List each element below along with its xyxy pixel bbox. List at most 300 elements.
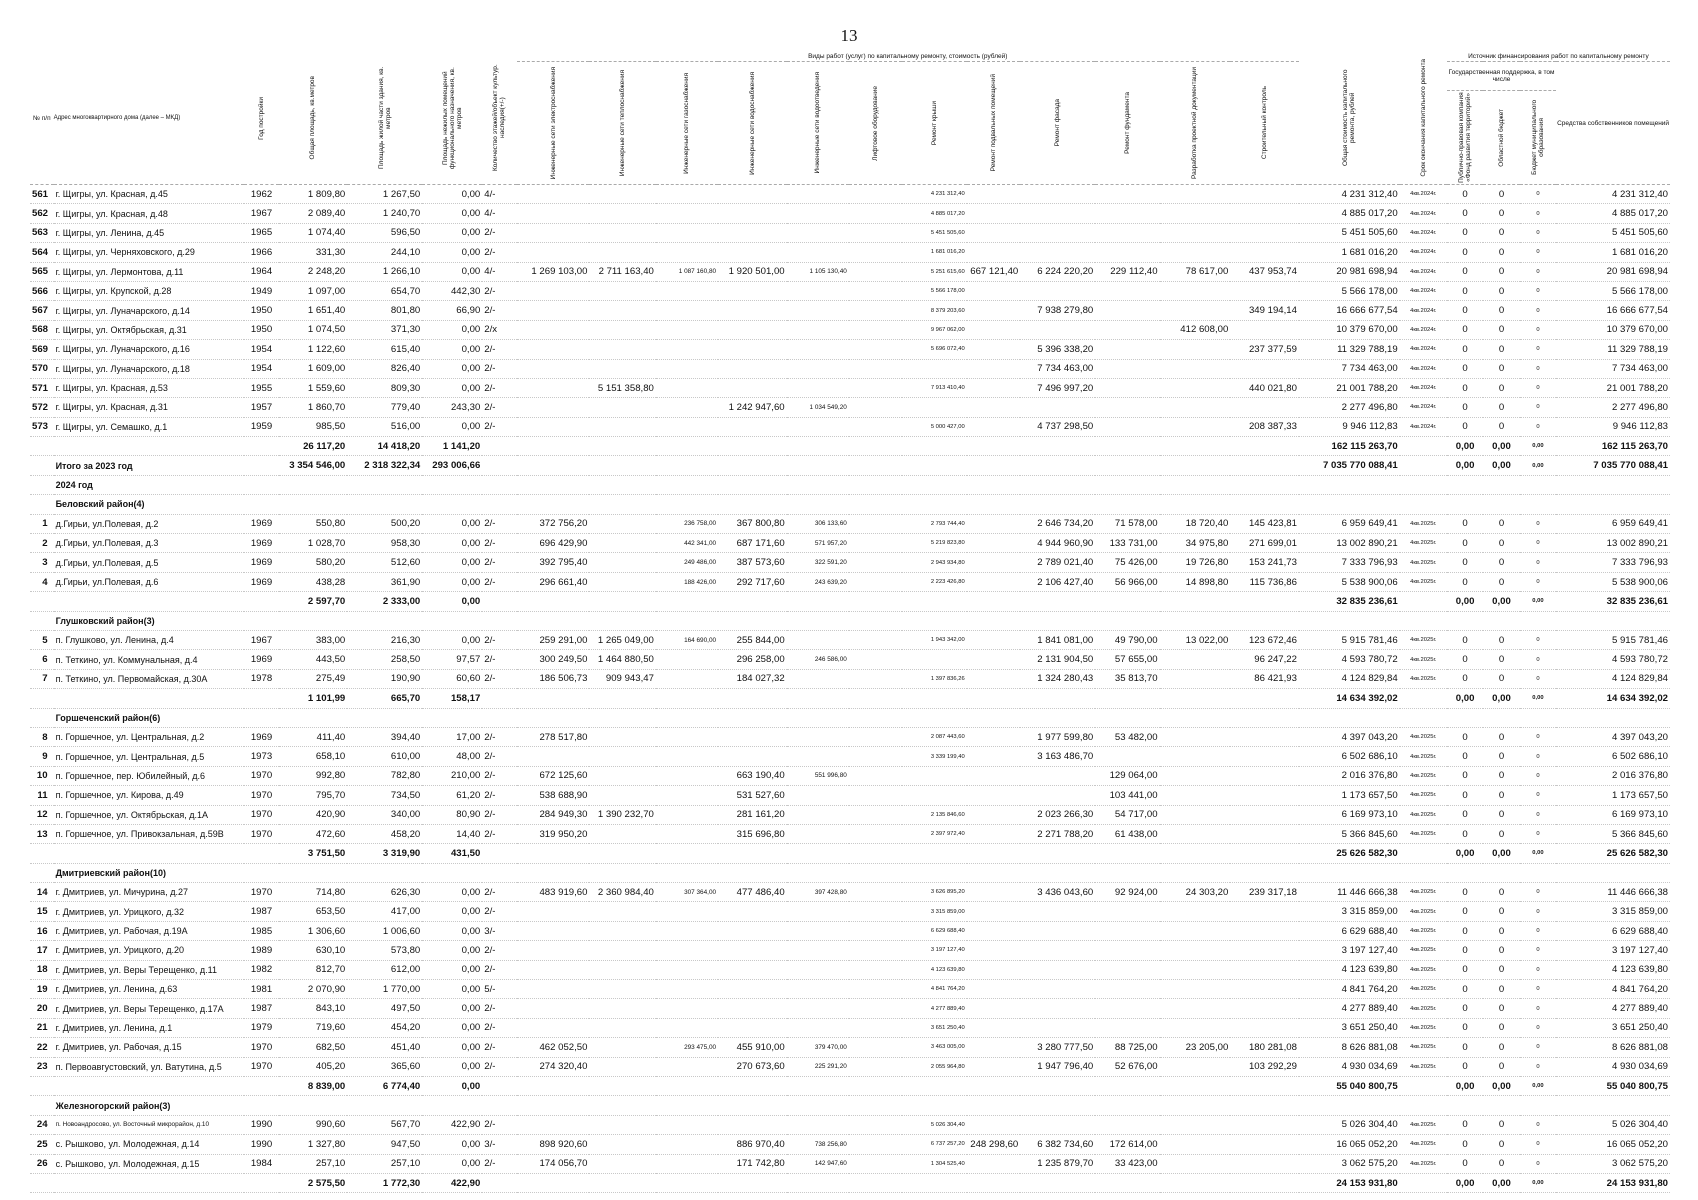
foundation-cost-cell [1095, 747, 1159, 766]
foundation-cost-cell [1095, 340, 1159, 359]
heating-cost-cell [589, 475, 655, 494]
foundation-cost-cell [1095, 1115, 1159, 1134]
total-cost-cell [1299, 475, 1400, 494]
design-cost-cell [1160, 980, 1231, 999]
fund-cell [1447, 611, 1483, 630]
section-row [30, 475, 1670, 494]
year-cell: 1949 [244, 281, 278, 300]
sewer-cost-cell [787, 243, 849, 262]
roof-cost-cell: 1 943 342,00 [902, 630, 966, 649]
region-budget-cell: 0 [1483, 417, 1519, 436]
total-area-cell: 630,10 [279, 941, 348, 960]
fund-cell: 0 [1447, 766, 1483, 785]
owners-funds-cell: 4 841 764,20 [1556, 980, 1670, 999]
section-row [30, 495, 1670, 514]
gas-cost-cell [656, 301, 718, 320]
year-cell: 1982 [244, 960, 278, 979]
total-cost-cell: 9 946 112,83 [1299, 417, 1400, 436]
lift-cost-cell [849, 883, 903, 902]
region-budget-cell: 0 [1483, 999, 1519, 1018]
foundation-cost-cell [1095, 1173, 1159, 1192]
design-cost-cell [1160, 243, 1231, 262]
floors-cell: 2/- [482, 727, 516, 746]
foundation-cost-cell [1095, 185, 1159, 204]
region-budget-cell: 0 [1483, 534, 1519, 553]
control-cost-cell [1230, 1115, 1299, 1134]
foundation-cost-cell: 71 578,00 [1095, 514, 1159, 533]
total-area-cell: 383,00 [279, 630, 348, 649]
gas-cost-cell [656, 495, 718, 514]
heating-cost-cell: 5 151 358,80 [589, 378, 655, 397]
design-cost-cell [1160, 902, 1231, 921]
deadline-cell: 4кв.2024г. [1400, 185, 1447, 204]
living-area-cell: 958,30 [347, 534, 422, 553]
year-cell: 1970 [244, 1038, 278, 1057]
control-cost-cell [1230, 1018, 1299, 1037]
gas-cost-cell [656, 1018, 718, 1037]
foundation-cost-cell: 75 426,00 [1095, 553, 1159, 572]
heating-cost-cell [589, 999, 655, 1018]
fund-cell: 0 [1447, 727, 1483, 746]
living-area-cell: 365,60 [347, 1057, 422, 1076]
total-area-cell: 658,10 [279, 747, 348, 766]
fund-cell: 0,00 [1447, 689, 1483, 708]
living-area-cell [347, 611, 422, 630]
control-cost-cell [1230, 359, 1299, 378]
design-cost-cell [1160, 844, 1231, 863]
year-cell [244, 863, 278, 882]
sewer-cost-cell [787, 863, 849, 882]
muni-budget-cell: 0 [1520, 650, 1556, 669]
nonliving-area-cell: 1 141,20 [422, 437, 482, 456]
heating-cost-cell [589, 204, 655, 223]
muni-budget-cell: 0 [1520, 1115, 1556, 1134]
owners-funds-cell: 4 397 043,20 [1556, 727, 1670, 746]
row-number [30, 708, 54, 727]
basement-cost-cell [967, 204, 1021, 223]
sewer-cost-cell [787, 960, 849, 979]
table-row [30, 534, 1670, 553]
heating-cost-cell [589, 1096, 655, 1115]
living-area-cell: 1 770,00 [347, 980, 422, 999]
electric-cost-cell [517, 1115, 590, 1134]
foundation-cost-cell [1095, 689, 1159, 708]
address-cell: Дмитриевский район(10) [54, 863, 245, 882]
total-area-cell: 1 559,60 [279, 378, 348, 397]
facade-cost-cell [1020, 863, 1095, 882]
design-cost-cell [1160, 727, 1231, 746]
header-foundation: Ремонт фундамента [1095, 62, 1159, 185]
year-cell: 1970 [244, 766, 278, 785]
fund-cell: 0 [1447, 378, 1483, 397]
row-number: 565 [30, 262, 54, 281]
nonliving-area-cell: 48,00 [422, 747, 482, 766]
fund-cell: 0,00 [1447, 456, 1483, 475]
year-cell: 1962 [244, 185, 278, 204]
sewer-cost-cell [787, 417, 849, 436]
total-area-cell: 2 070,90 [279, 980, 348, 999]
fund-cell [1447, 1096, 1483, 1115]
lift-cost-cell [849, 960, 903, 979]
fund-cell: 0 [1447, 223, 1483, 242]
basement-cost-cell [967, 417, 1021, 436]
control-cost-cell: 96 247,22 [1230, 650, 1299, 669]
owners-funds-cell: 4 885 017,20 [1556, 204, 1670, 223]
foundation-cost-cell: 33 423,00 [1095, 1154, 1159, 1173]
table-row [30, 1154, 1670, 1173]
nonliving-area-cell: 0,00 [422, 320, 482, 339]
design-cost-cell [1160, 708, 1231, 727]
fund-cell: 0 [1447, 301, 1483, 320]
owners-funds-cell: 3 651 250,40 [1556, 1018, 1670, 1037]
facade-cost-cell: 2 023 266,30 [1020, 805, 1095, 824]
living-area-cell [347, 863, 422, 882]
table-row [30, 572, 1670, 591]
heating-cost-cell [589, 320, 655, 339]
gas-cost-cell [656, 204, 718, 223]
lift-cost-cell [849, 204, 903, 223]
deadline-cell: 4кв.2024г. [1400, 281, 1447, 300]
control-cost-cell [1230, 805, 1299, 824]
lift-cost-cell [849, 281, 903, 300]
sewer-cost-cell: 738 256,80 [787, 1135, 849, 1154]
fund-cell: 0 [1447, 883, 1483, 902]
facade-cost-cell [1020, 495, 1095, 514]
total-cost-cell [1299, 611, 1400, 630]
control-cost-cell: 180 281,08 [1230, 1038, 1299, 1057]
table-row [30, 786, 1670, 805]
owners-funds-cell: 5 566 178,00 [1556, 281, 1670, 300]
fund-cell: 0 [1447, 534, 1483, 553]
heating-cost-cell [589, 301, 655, 320]
water-cost-cell [718, 727, 787, 746]
living-area-cell: 244,10 [347, 243, 422, 262]
year-cell [244, 1076, 278, 1095]
address-cell: п. Теткино, ул. Коммунальная, д.4 [54, 650, 245, 669]
basement-cost-cell [967, 378, 1021, 397]
water-cost-cell [718, 475, 787, 494]
muni-budget-cell: 0 [1520, 824, 1556, 843]
floors-cell: 4/- [482, 262, 516, 281]
nonliving-area-cell: 210,00 [422, 766, 482, 785]
deadline-cell: 4кв.2025г. [1400, 786, 1447, 805]
gas-cost-cell [656, 1057, 718, 1076]
control-cost-cell [1230, 398, 1299, 417]
facade-cost-cell [1020, 592, 1095, 611]
living-area-cell: 257,10 [347, 1154, 422, 1173]
heating-cost-cell [589, 1135, 655, 1154]
total-cost-cell: 21 001 788,20 [1299, 378, 1400, 397]
total-cost-cell: 6 629 688,40 [1299, 921, 1400, 940]
address-cell: Горшеченский район(6) [54, 708, 245, 727]
lift-cost-cell [849, 1076, 903, 1095]
water-cost-cell: 531 527,60 [718, 786, 787, 805]
roof-cost-cell: 4 123 639,80 [902, 960, 966, 979]
lift-cost-cell [849, 708, 903, 727]
water-cost-cell [718, 281, 787, 300]
nonliving-area-cell: 0,00 [422, 592, 482, 611]
water-cost-cell [718, 185, 787, 204]
table-body [30, 185, 1670, 1193]
roof-cost-cell [902, 495, 966, 514]
living-area-cell: 340,00 [347, 805, 422, 824]
living-area-cell: 809,30 [347, 378, 422, 397]
roof-cost-cell: 4 231 312,40 [902, 185, 966, 204]
living-area-cell: 454,20 [347, 1018, 422, 1037]
roof-cost-cell [902, 650, 966, 669]
deadline-cell: 4кв.2025г. [1400, 824, 1447, 843]
region-budget-cell: 0 [1483, 1154, 1519, 1173]
muni-budget-cell: 0 [1520, 669, 1556, 688]
control-cost-cell [1230, 204, 1299, 223]
electric-cost-cell: 898 920,60 [517, 1135, 590, 1154]
water-cost-cell: 171 742,80 [718, 1154, 787, 1173]
gas-cost-cell [656, 1154, 718, 1173]
nonliving-area-cell: 243,30 [422, 398, 482, 417]
gas-cost-cell [656, 456, 718, 475]
gas-cost-cell [656, 378, 718, 397]
total-area-cell: 1 101,99 [279, 689, 348, 708]
control-cost-cell: 349 194,14 [1230, 301, 1299, 320]
roof-cost-cell: 5 026 304,40 [902, 1115, 966, 1134]
design-cost-cell [1160, 185, 1231, 204]
foundation-cost-cell [1095, 921, 1159, 940]
deadline-cell: 4кв.2025г. [1400, 727, 1447, 746]
fund-cell: 0 [1447, 805, 1483, 824]
deadline-cell: 4кв.2024г. [1400, 223, 1447, 242]
electric-cost-cell: 483 919,60 [517, 883, 590, 902]
year-cell: 1966 [244, 243, 278, 262]
region-budget-cell: 0,00 [1483, 689, 1519, 708]
nonliving-area-cell: 0,00 [422, 980, 482, 999]
roof-cost-cell: 5 696 072,40 [902, 340, 966, 359]
roof-cost-cell [902, 398, 966, 417]
owners-funds-cell: 6 169 973,10 [1556, 805, 1670, 824]
deadline-cell [1400, 437, 1447, 456]
roof-cost-cell: 2 223 426,80 [902, 572, 966, 591]
electric-cost-cell: 696 429,90 [517, 534, 590, 553]
header-nonliving-area: Площадь нежилых помещений функционального назначения, кв. метров [422, 52, 482, 185]
deadline-cell: 4кв.2024г. [1400, 301, 1447, 320]
address-cell: г. Щигры, ул. Луначарского, д.14 [54, 301, 245, 320]
total-cost-cell: 3 062 575,20 [1299, 1154, 1400, 1173]
floors-cell: 2/- [482, 243, 516, 262]
table-row [30, 883, 1670, 902]
row-number [30, 475, 54, 494]
total-area-cell: 2 248,20 [279, 262, 348, 281]
total-area-cell: 1 651,40 [279, 301, 348, 320]
control-cost-cell: 239 317,18 [1230, 883, 1299, 902]
total-area-cell: 1 074,40 [279, 223, 348, 242]
floors-cell: 2/- [482, 1018, 516, 1037]
floors-cell [482, 456, 516, 475]
nonliving-area-cell [422, 863, 482, 882]
year-cell: 1950 [244, 320, 278, 339]
row-number: 2 [30, 534, 54, 553]
row-number: 21 [30, 1018, 54, 1037]
owners-funds-cell: 5 451 505,60 [1556, 223, 1670, 242]
design-cost-cell [1160, 592, 1231, 611]
muni-budget-cell: 0 [1520, 1038, 1556, 1057]
electric-cost-cell: 186 506,73 [517, 669, 590, 688]
owners-funds-cell: 5 026 304,40 [1556, 1115, 1670, 1134]
deadline-cell: 4кв.2025г. [1400, 553, 1447, 572]
table-row [30, 669, 1670, 688]
address-cell: г. Щигры, ул. Луначарского, д.18 [54, 359, 245, 378]
fund-cell: 0 [1447, 980, 1483, 999]
water-cost-cell [718, 960, 787, 979]
total-area-cell: 3 751,50 [279, 844, 348, 863]
row-number: 24 [30, 1115, 54, 1134]
total-area-cell [279, 1096, 348, 1115]
year-cell: 1970 [244, 1057, 278, 1076]
design-cost-cell: 412 608,00 [1160, 320, 1231, 339]
roof-cost-cell [902, 359, 966, 378]
row-number: 12 [30, 805, 54, 824]
sewer-cost-cell [787, 340, 849, 359]
lift-cost-cell [849, 747, 903, 766]
year-cell: 1985 [244, 921, 278, 940]
owners-funds-cell [1556, 475, 1670, 494]
table-row [30, 650, 1670, 669]
roof-cost-cell [902, 766, 966, 785]
address-cell: д.Гирьи, ул.Полевая, д.5 [54, 553, 245, 572]
owners-funds-cell: 21 001 788,20 [1556, 378, 1670, 397]
living-area-cell: 371,30 [347, 320, 422, 339]
muni-budget-cell: 0 [1520, 727, 1556, 746]
muni-budget-cell: 0 [1520, 999, 1556, 1018]
water-cost-cell [718, 223, 787, 242]
heating-cost-cell [589, 863, 655, 882]
row-number: 11 [30, 786, 54, 805]
facade-cost-cell [1020, 766, 1095, 785]
roof-cost-cell [902, 689, 966, 708]
basement-cost-cell [967, 941, 1021, 960]
gas-cost-cell: 249 486,00 [656, 553, 718, 572]
row-number: 26 [30, 1154, 54, 1173]
control-cost-cell: 208 387,33 [1230, 417, 1299, 436]
sewer-cost-cell [787, 708, 849, 727]
water-cost-cell [718, 378, 787, 397]
fund-cell: 0 [1447, 1154, 1483, 1173]
facade-cost-cell: 7 734 463,00 [1020, 359, 1095, 378]
lift-cost-cell [849, 766, 903, 785]
design-cost-cell: 23 205,00 [1160, 1038, 1231, 1057]
total-cost-cell: 1 173 657,50 [1299, 786, 1400, 805]
heating-cost-cell [589, 766, 655, 785]
foundation-cost-cell: 172 614,00 [1095, 1135, 1159, 1154]
gas-cost-cell [656, 1135, 718, 1154]
facade-cost-cell [1020, 320, 1095, 339]
table-row [30, 1057, 1670, 1076]
sewer-cost-cell [787, 1096, 849, 1115]
lift-cost-cell [849, 805, 903, 824]
total-cost-cell: 2 277 496,80 [1299, 398, 1400, 417]
table-row [30, 727, 1670, 746]
total-cost-cell: 5 538 900,06 [1299, 572, 1400, 591]
address-cell: д.Гирьи, ул.Полевая, д.6 [54, 572, 245, 591]
gas-cost-cell [656, 320, 718, 339]
year-cell: 1970 [244, 805, 278, 824]
roof-cost-cell: 5 219 823,80 [902, 534, 966, 553]
year-cell: 1969 [244, 727, 278, 746]
region-budget-cell: 0 [1483, 378, 1519, 397]
design-cost-cell [1160, 398, 1231, 417]
fund-cell: 0 [1447, 514, 1483, 533]
facade-cost-cell [1020, 902, 1095, 921]
floors-cell: 2/- [482, 805, 516, 824]
owners-funds-cell: 8 626 881,08 [1556, 1038, 1670, 1057]
total-cost-cell: 6 959 649,41 [1299, 514, 1400, 533]
total-cost-cell: 55 040 800,75 [1299, 1076, 1400, 1095]
floors-cell: 2/- [482, 553, 516, 572]
floors-cell: 2/- [482, 534, 516, 553]
heating-cost-cell [589, 1076, 655, 1095]
foundation-cost-cell: 56 966,00 [1095, 572, 1159, 591]
total-area-cell: 550,80 [279, 514, 348, 533]
table-row [30, 1135, 1670, 1154]
electric-cost-cell: 538 688,90 [517, 786, 590, 805]
nonliving-area-cell: 0,00 [422, 883, 482, 902]
table-row [30, 921, 1670, 940]
total-area-cell: 719,60 [279, 1018, 348, 1037]
design-cost-cell: 34 975,80 [1160, 534, 1231, 553]
owners-funds-cell: 20 981 698,94 [1556, 262, 1670, 281]
roof-cost-cell [902, 1096, 966, 1115]
floors-cell: 4/- [482, 185, 516, 204]
design-cost-cell: 78 617,00 [1160, 262, 1231, 281]
water-cost-cell [718, 980, 787, 999]
foundation-cost-cell [1095, 708, 1159, 727]
address-cell: г. Щигры, ул. Октябрьская, д.31 [54, 320, 245, 339]
muni-budget-cell: 0 [1520, 417, 1556, 436]
roof-cost-cell: 5 000 427,00 [902, 417, 966, 436]
owners-funds-cell: 7 035 770 088,41 [1556, 456, 1670, 475]
address-cell: с. Рышково, ул. Молодежная, д.14 [54, 1135, 245, 1154]
roof-cost-cell: 2 135 846,60 [902, 805, 966, 824]
fund-cell: 0 [1447, 1018, 1483, 1037]
nonliving-area-cell: 0,00 [422, 553, 482, 572]
header-num: № п/п [30, 52, 54, 185]
year-cell [244, 592, 278, 611]
region-budget-cell: 0 [1483, 630, 1519, 649]
nonliving-area-cell: 431,50 [422, 844, 482, 863]
deadline-cell: 4кв.2024г. [1400, 243, 1447, 262]
floors-cell: 2/- [482, 669, 516, 688]
nonliving-area-cell [422, 475, 482, 494]
water-cost-cell: 687 171,60 [718, 534, 787, 553]
total-area-cell: 990,60 [279, 1115, 348, 1134]
deadline-cell [1400, 689, 1447, 708]
basement-cost-cell [967, 824, 1021, 843]
design-cost-cell [1160, 1173, 1231, 1192]
facade-cost-cell [1020, 1115, 1095, 1134]
nonliving-area-cell: 0,00 [422, 359, 482, 378]
gas-cost-cell [656, 340, 718, 359]
total-cost-cell: 11 446 666,38 [1299, 883, 1400, 902]
control-cost-cell: 103 292,29 [1230, 1057, 1299, 1076]
control-cost-cell [1230, 456, 1299, 475]
heating-cost-cell: 1 390 232,70 [589, 805, 655, 824]
muni-budget-cell: 0 [1520, 960, 1556, 979]
design-cost-cell [1160, 437, 1231, 456]
owners-funds-cell [1556, 495, 1670, 514]
roof-cost-cell: 3 197 127,40 [902, 941, 966, 960]
electric-cost-cell [517, 495, 590, 514]
living-area-cell: 512,60 [347, 553, 422, 572]
row-number [30, 1173, 54, 1192]
total-cost-cell: 4 123 639,80 [1299, 960, 1400, 979]
